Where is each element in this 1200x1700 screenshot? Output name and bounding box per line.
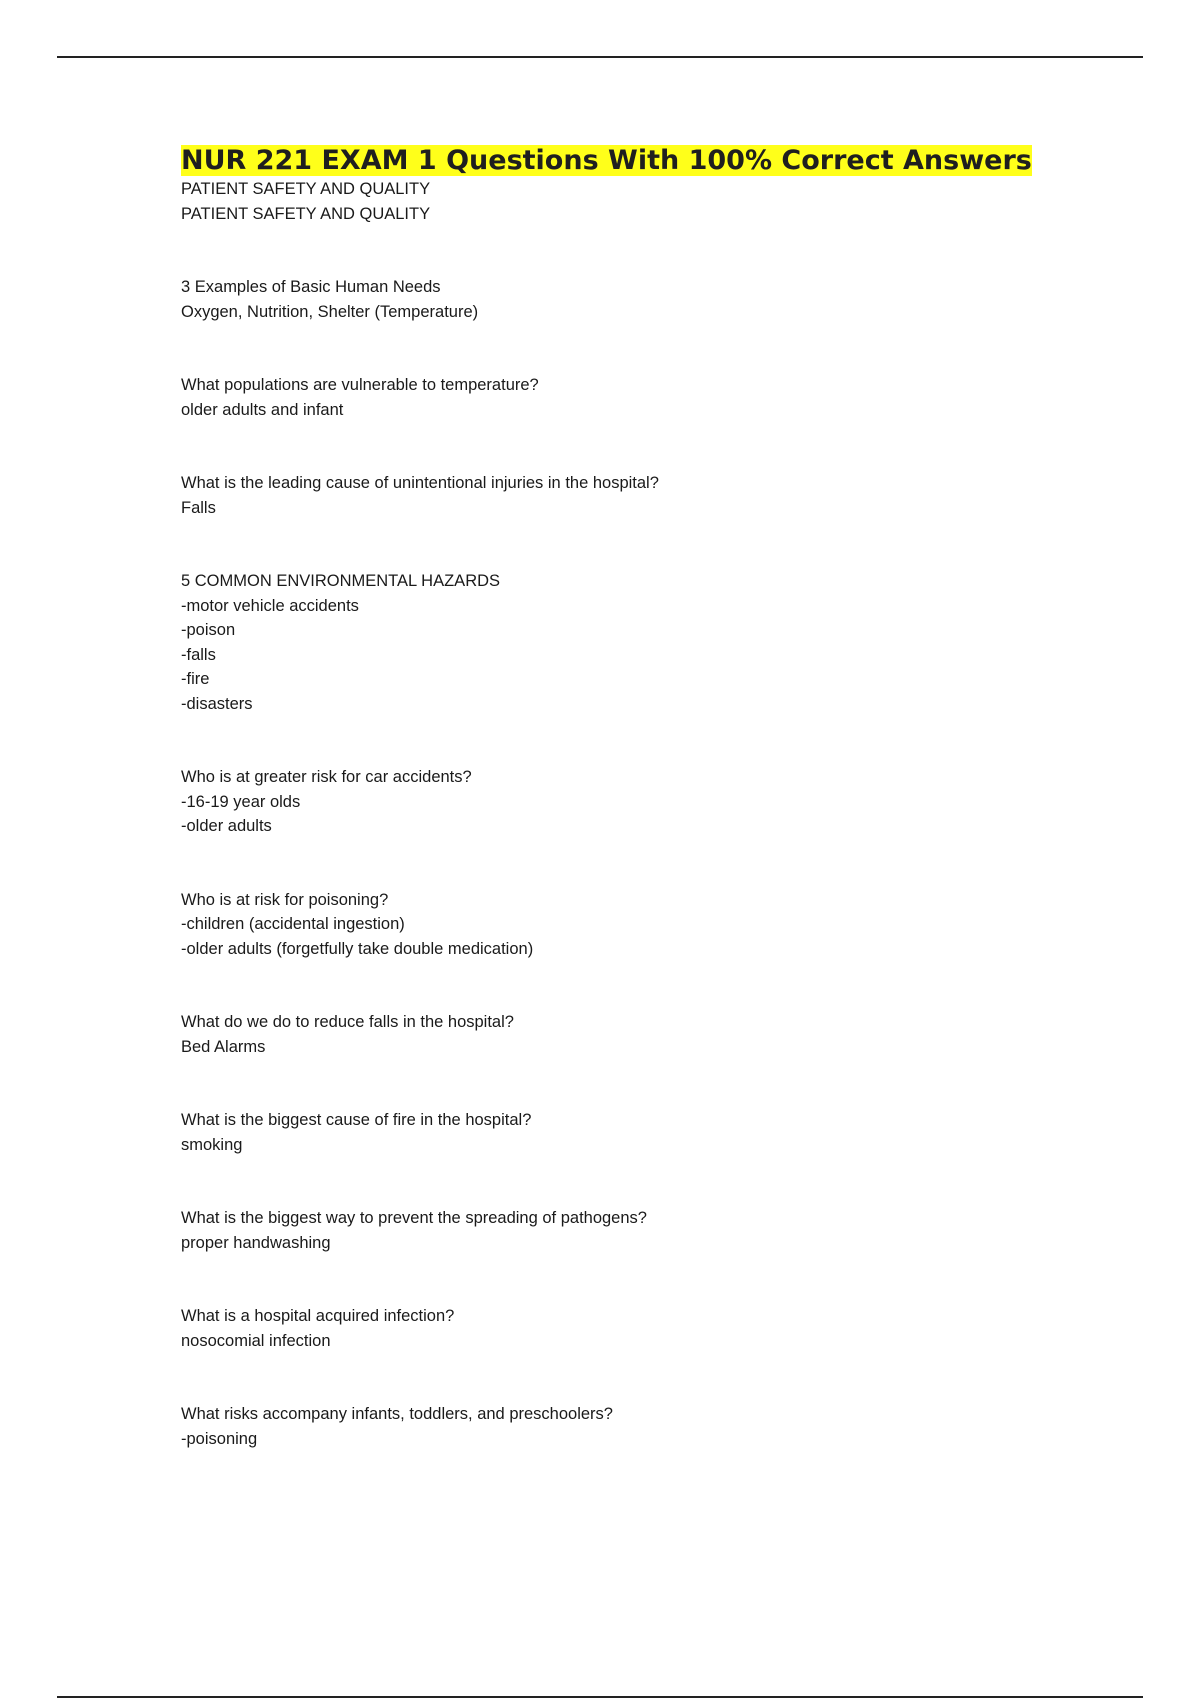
- qa-item: [181, 888, 1081, 962]
- question-text: What is the biggest way to prevent the spreading of pathogens?: [181, 1209, 647, 1227]
- question-text: What populations are vulnerable to temperature?: [181, 376, 539, 394]
- page-bottom-rule: [57, 1696, 1143, 1698]
- document-body: [181, 144, 1081, 1500]
- question-text: Who is at greater risk for car accidents?: [181, 768, 472, 786]
- answer-text: Oxygen, Nutrition, Shelter (Temperature): [181, 302, 479, 321]
- question-text: What is a hospital acquired infection?: [181, 1307, 455, 1325]
- qa-item: [181, 275, 1081, 324]
- answer-text: -poisoning: [181, 1429, 258, 1448]
- qa-item: [181, 471, 1081, 520]
- answer-text: Falls: [181, 498, 216, 517]
- answer-text: -16-19 year olds: [181, 792, 301, 811]
- answer-text: proper handwashing: [181, 1233, 331, 1252]
- answer-text: smoking: [181, 1135, 243, 1154]
- qa-item: [181, 1304, 1081, 1353]
- answer-text: Bed Alarms: [181, 1037, 266, 1056]
- answer-text: -older adults: [181, 817, 272, 835]
- answer-text: nosocomial infection: [181, 1331, 331, 1350]
- page-top-rule: [57, 56, 1143, 58]
- qa-list: [181, 275, 1081, 1451]
- qa-item: [181, 1010, 1081, 1059]
- question-text: 3 Examples of Basic Human Needs: [181, 278, 441, 296]
- answer-text: -motor vehicle accidents: [181, 596, 359, 615]
- document-title: [181, 144, 1081, 177]
- subtitle-line: PATIENT SAFETY AND QUALITY: [181, 180, 431, 198]
- question-text: Who is at risk for poisoning?: [181, 890, 389, 909]
- question-text: What do we do to reduce falls in the hospital?: [181, 1013, 514, 1031]
- qa-item: [181, 569, 1081, 716]
- subtitle-line: PATIENT SAFETY AND QUALITY: [181, 204, 431, 223]
- qa-item: [181, 1206, 1081, 1255]
- qa-item: [181, 765, 1081, 839]
- answer-text: -falls: [181, 645, 216, 664]
- document-title-text: NUR 221 EXAM 1 Questions With 100% Correct Answers: [181, 145, 1032, 176]
- question-text: What is the leading cause of unintentional injuries in the hospital?: [181, 474, 659, 492]
- qa-item: [181, 373, 1081, 422]
- answer-text: -disasters: [181, 694, 253, 713]
- answer-text: -poison: [181, 621, 236, 639]
- answer-text: older adults and infant: [181, 400, 344, 419]
- question-text: What is the biggest cause of fire in the hospital?: [181, 1111, 532, 1129]
- answer-text: -fire: [181, 670, 210, 688]
- question-text: What risks accompany infants, toddlers, and preschoolers?: [181, 1405, 613, 1423]
- qa-item: [181, 1402, 1081, 1451]
- subtitle-block: [181, 177, 1081, 226]
- answer-text: -older adults (forgetfully take double medication): [181, 939, 534, 958]
- qa-item: [181, 1108, 1081, 1157]
- question-text: 5 COMMON ENVIRONMENTAL HAZARDS: [181, 572, 501, 590]
- answer-text: -children (accidental ingestion): [181, 915, 405, 933]
